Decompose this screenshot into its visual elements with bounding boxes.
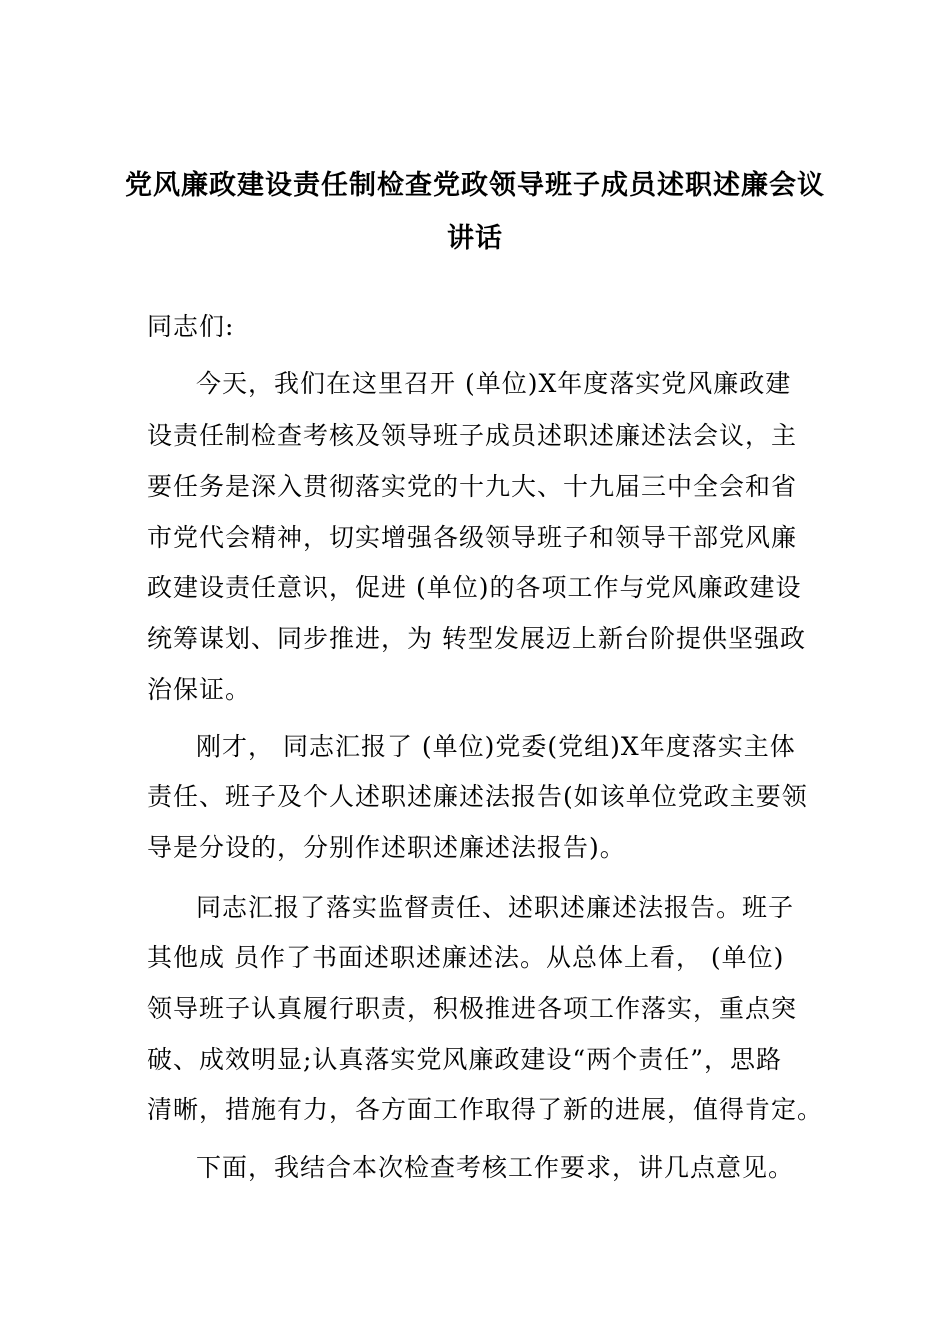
paragraph-1-line-5: 政建设责任意识，促进 (单位)的各项工作与党风廉政建设 — [147, 573, 802, 602]
paragraph-4-line-1: 下面，我结合本次检查考核工作要求，讲几点意见。 — [196, 1153, 795, 1182]
paragraph-2-line-1: 刚才， 同志汇报了 (单位)党委(党组)X年度落实主体 — [196, 732, 796, 761]
paragraph-2-line-3: 导是分设的，分别作述职述廉述法报告)。 — [147, 833, 626, 862]
paragraph-3-line-5: 清晰，措施有力，各方面工作取得了新的进展，值得肯定。 — [147, 1095, 824, 1124]
paragraph-1-line-4: 市党代会精神，切实增强各级领导班子和领导干部党风廉 — [147, 523, 798, 552]
paragraph-1-line-3: 要任务是深入贯彻落实党的十九大、十九届三中全会和省 — [147, 472, 798, 501]
document-title-line-2: 讲话 — [447, 223, 503, 254]
paragraph-3-line-4: 破、成效明显;认真落实党风廉政建设“两个责任”，思路 — [147, 1045, 782, 1074]
paragraph-3-line-2: 其他成 员作了书面述职述廉述法。从总体上看， (单位) — [147, 943, 785, 972]
paragraph-1-line-7: 治保证。 — [147, 675, 252, 704]
paragraph-1-line-1: 今天，我们在这里召开 (单位)X年度落实党风廉政建 — [196, 369, 792, 398]
paragraph-3-line-1: 同志汇报了落实监督责任、述职述廉述法报告。班子 — [196, 893, 795, 922]
salutation: 同志们: — [147, 312, 235, 341]
document-title-line-1: 党风廉政建设责任制检查党政领导班子成员述职述廉会议 — [125, 170, 825, 201]
paragraph-3-line-3: 领导班子认真履行职责，积极推进各项工作落实，重点突 — [147, 994, 798, 1023]
paragraph-1-line-2: 设责任制检查考核及领导班子成员述职述廉述法会议，主 — [147, 421, 798, 450]
paragraph-1-line-6: 统筹谋划、同步推进，为 转型发展迈上新台阶提供坚强政 — [147, 624, 806, 653]
paragraph-2-line-2: 责任、班子及个人述职述廉述法报告(如该单位党政主要领 — [147, 782, 808, 811]
